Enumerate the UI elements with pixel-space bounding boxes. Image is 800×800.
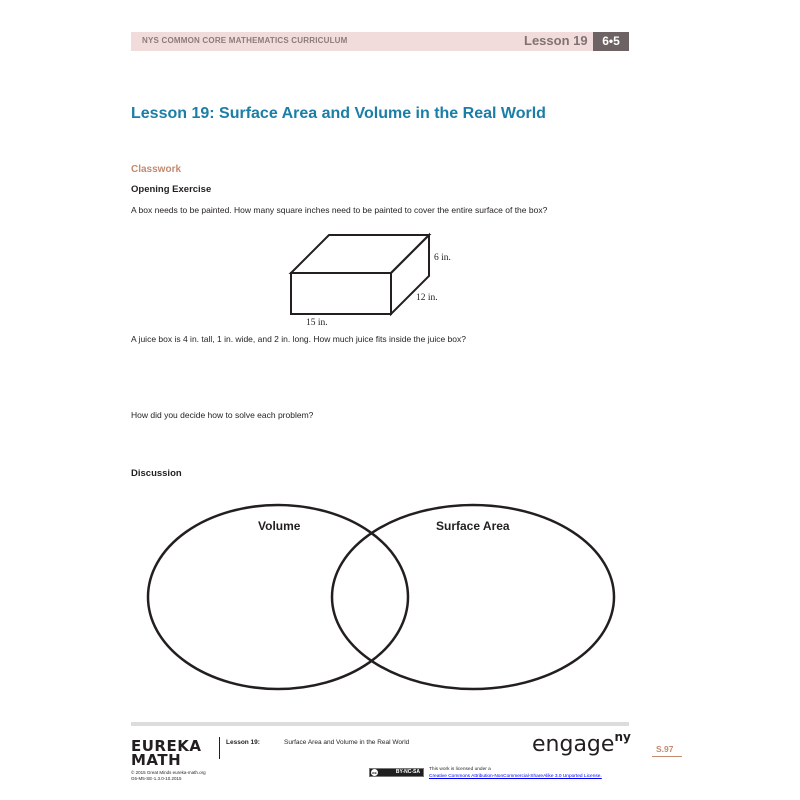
engage-ny-text: ny [614, 730, 631, 744]
footer-divider [219, 737, 220, 759]
header-lesson: Lesson 19 [524, 33, 588, 48]
page-title: Lesson 19: Surface Area and Volume in the Real World [131, 105, 546, 122]
header-grade-module: 6•5 [593, 32, 629, 51]
footer-rule [131, 722, 629, 726]
question-juice-box: A juice box is 4 in. tall, 1 in. wide, and 2 in. long. How much juice fits inside the juice box? [131, 334, 466, 344]
discussion-heading: Discussion [131, 468, 182, 479]
eureka-logo-line2: MATH [131, 751, 182, 769]
engage-text: engage [532, 732, 615, 757]
footer-lesson-title: Surface Area and Volume in the Real World [284, 739, 410, 746]
header-curriculum: NYS COMMON CORE MATHEMATICS CURRICULUM [142, 36, 348, 45]
document-code: G6-M5-SE-1.3.0-10.2015 [131, 776, 182, 781]
question-reflection: How did you decide how to solve each problem? [131, 410, 314, 420]
question-box-paint: A box needs to be painted. How many square inches need to be painted to cover the entire surface of the box? [131, 205, 548, 215]
license-link[interactable]: Creative Commons Attribution-NonCommercial-ShareAlike 3.0 Unported License. [429, 774, 602, 779]
license-text: This work is licensed under a [429, 767, 491, 772]
engageny-logo [532, 732, 631, 757]
classwork-heading: Classwork [131, 164, 182, 175]
opening-exercise-heading: Opening Exercise [131, 184, 212, 195]
eureka-logo-line1: EUREKA [131, 737, 202, 755]
page-number-underline [652, 756, 682, 757]
cc-icon: cc [372, 770, 377, 775]
copyright-line: © 2015 Great Minds eureka-math.org [131, 770, 206, 775]
box-height-label: 6 in. [434, 253, 451, 263]
page-number: S.97 [656, 744, 674, 754]
venn-label-volume: Volume [258, 519, 301, 533]
venn-label-surface-area: Surface Area [436, 519, 510, 533]
box-depth-label: 12 in. [416, 293, 438, 303]
cc-license-badge[interactable]: BY-NC-SA [369, 768, 424, 777]
box-length-label: 15 in. [306, 318, 328, 328]
footer-lesson-label: Lesson 19: [226, 739, 260, 746]
